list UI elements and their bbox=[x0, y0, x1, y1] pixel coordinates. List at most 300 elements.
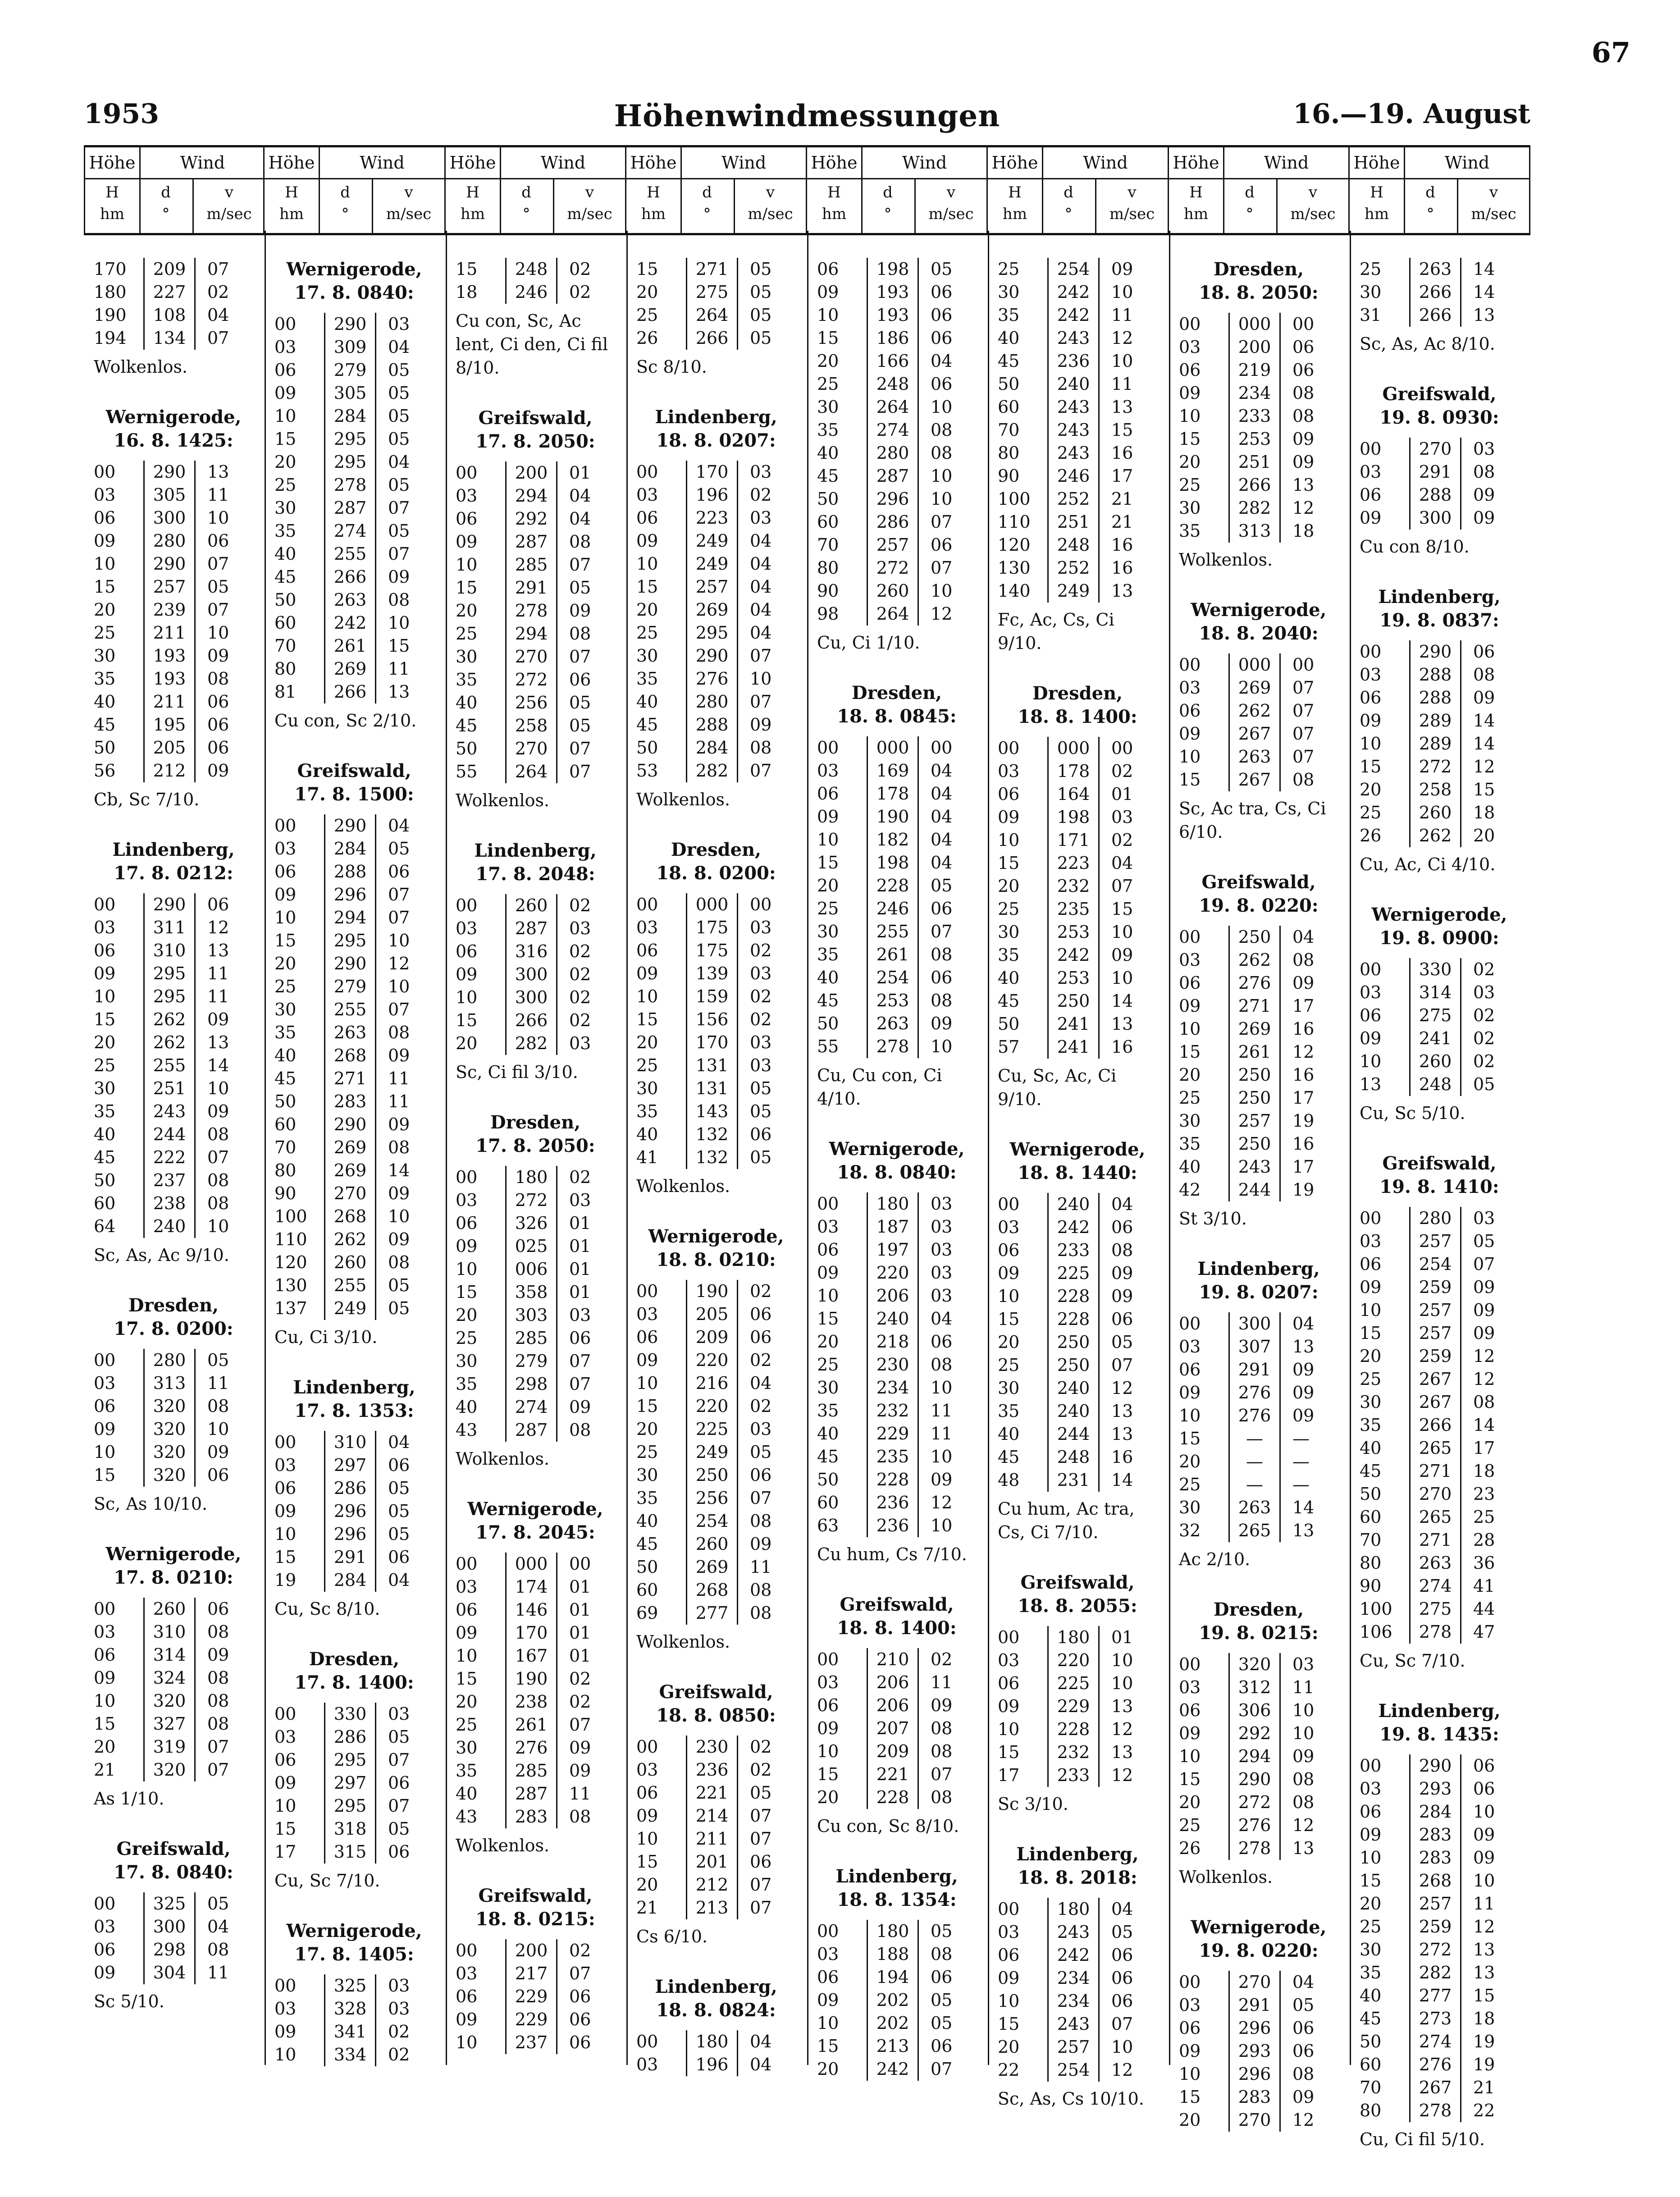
speed-cell: 06 bbox=[931, 1332, 953, 1352]
height-cell: 20 bbox=[998, 876, 1020, 896]
speed-cell: 07 bbox=[750, 692, 772, 712]
speed-cell: 05 bbox=[388, 521, 410, 541]
speed-cell: 04 bbox=[750, 577, 772, 597]
direction-cell: 196 bbox=[686, 484, 738, 507]
direction-cell: 207 bbox=[867, 1717, 919, 1740]
table-row bbox=[813, 1514, 980, 1537]
speed-cell: 09 bbox=[388, 1183, 410, 1203]
speed-cell: 10 bbox=[207, 1216, 229, 1236]
direction-cell: 244 bbox=[1047, 1423, 1100, 1446]
height-cell: 48 bbox=[998, 1470, 1020, 1490]
station-time: 18. 8. 0210: bbox=[656, 1249, 776, 1270]
cloud-note: Cu, Ci 3/10. bbox=[274, 1327, 378, 1347]
table-row bbox=[452, 1985, 619, 2008]
table-row bbox=[1356, 958, 1523, 981]
station-time: 17. 8. 0210: bbox=[114, 1567, 233, 1588]
speed-cell: 07 bbox=[1292, 724, 1315, 744]
speed-cell: 02 bbox=[750, 1737, 772, 1757]
speed-cell: 09 bbox=[931, 1014, 953, 1033]
table-row bbox=[271, 1546, 438, 1569]
speed-cell: 09 bbox=[207, 1101, 229, 1121]
speed-cell: 05 bbox=[388, 1524, 410, 1544]
speed-cell: 04 bbox=[750, 2032, 772, 2051]
direction-cell: 326 bbox=[505, 1212, 557, 1235]
station-name: Lindenberg, bbox=[1197, 1258, 1320, 1279]
direction-cell: 274 bbox=[867, 419, 919, 442]
direction-cell: 243 bbox=[1047, 419, 1100, 442]
table-row bbox=[994, 350, 1161, 373]
direction-cell: 216 bbox=[686, 1372, 738, 1395]
direction-cell: 242 bbox=[1047, 281, 1100, 304]
table-row bbox=[90, 690, 257, 713]
speed-cell: 05 bbox=[1292, 1995, 1315, 2015]
direction-cell: 257 bbox=[867, 534, 919, 557]
table-row bbox=[633, 461, 799, 484]
height-cell: 40 bbox=[274, 1046, 297, 1065]
height-cell: 30 bbox=[1179, 1111, 1201, 1131]
speed-cell: 16 bbox=[1292, 1065, 1315, 1085]
direction-cell: 223 bbox=[1047, 852, 1100, 875]
height-cell: 194 bbox=[94, 328, 127, 348]
table-row bbox=[1175, 313, 1342, 336]
table-row bbox=[813, 1192, 980, 1215]
direction-cell: 269 bbox=[1228, 1018, 1281, 1041]
direction-cell: 220 bbox=[1047, 1649, 1100, 1672]
table-row bbox=[452, 1212, 619, 1235]
cloud-note: Sc, As, Ac 8/10. bbox=[1360, 334, 1495, 354]
table-row bbox=[1175, 1768, 1342, 1791]
direction-cell: 170 bbox=[686, 1031, 738, 1054]
station-name: Greifswald, bbox=[1382, 384, 1497, 405]
station-name: Lindenberg, bbox=[293, 1377, 415, 1398]
direction-cell: 325 bbox=[324, 1974, 376, 1997]
header-rule bbox=[807, 178, 988, 179]
speed-cell: 06 bbox=[388, 862, 410, 882]
direction-cell: 254 bbox=[686, 1510, 738, 1533]
height-cell: 40 bbox=[998, 968, 1020, 988]
table-row bbox=[994, 304, 1161, 327]
table-row bbox=[633, 736, 799, 759]
table-row bbox=[994, 465, 1161, 488]
table-row bbox=[452, 1599, 619, 1621]
height-cell: 10 bbox=[1179, 747, 1201, 767]
direction-cell: 271 bbox=[686, 258, 738, 281]
direction-cell: 218 bbox=[867, 1330, 919, 1353]
header-group bbox=[84, 147, 265, 233]
speed-cell: 09 bbox=[388, 567, 410, 587]
table-row bbox=[452, 1166, 619, 1189]
table-row bbox=[633, 985, 799, 1008]
direction-cell: 000 bbox=[1228, 313, 1281, 336]
height-cell: 09 bbox=[274, 383, 297, 403]
speed-cell: 10 bbox=[388, 931, 410, 950]
table-row bbox=[452, 1667, 619, 1690]
page-number: 67 bbox=[1591, 36, 1630, 69]
table-row bbox=[994, 1308, 1161, 1331]
direction-cell: 280 bbox=[1409, 1207, 1461, 1230]
speed-cell: 03 bbox=[931, 1240, 953, 1260]
speed-cell: 01 bbox=[569, 1577, 591, 1597]
station-time: 19. 8. 0837: bbox=[1379, 610, 1499, 631]
height-cell: 20 bbox=[1360, 780, 1382, 799]
speed-cell: 01 bbox=[569, 1213, 591, 1233]
cloud-note: Cb, Sc 7/10. bbox=[94, 790, 200, 809]
station-time: 17. 8. 1400: bbox=[294, 1672, 414, 1693]
direction-cell: 283 bbox=[1409, 1846, 1461, 1869]
direction-cell: 228 bbox=[1047, 1285, 1100, 1308]
table-row bbox=[633, 258, 799, 281]
height-cell: 30 bbox=[1360, 1392, 1382, 1412]
table-row bbox=[452, 1258, 619, 1281]
direction-cell: 257 bbox=[1409, 1299, 1461, 1322]
direction-cell: 236 bbox=[1047, 350, 1100, 373]
speed-cell: 04 bbox=[207, 1917, 229, 1937]
table-row bbox=[994, 783, 1161, 806]
table-row bbox=[1356, 1345, 1523, 1368]
direction-cell: 249 bbox=[686, 530, 738, 553]
speed-cell: 06 bbox=[931, 328, 953, 348]
height-cell: 15 bbox=[817, 853, 839, 872]
direction-cell: 304 bbox=[143, 1961, 196, 1984]
height-cell: 09 bbox=[456, 2010, 478, 2029]
direction-cell: 295 bbox=[143, 985, 196, 1008]
speed-cell: 06 bbox=[207, 1465, 229, 1485]
speed-cell: 21 bbox=[1111, 512, 1133, 532]
direction-cell: 225 bbox=[1047, 1672, 1100, 1695]
height-cell: 09 bbox=[94, 1963, 116, 1982]
height-cell: 40 bbox=[817, 968, 839, 987]
table-row bbox=[994, 511, 1161, 534]
speed-cell: 07 bbox=[750, 1806, 772, 1826]
direction-cell: 278 bbox=[1409, 1621, 1461, 1644]
direction-cell: 283 bbox=[324, 1090, 376, 1113]
table-row bbox=[1356, 640, 1523, 663]
table-row bbox=[994, 2059, 1161, 2082]
height-cell: 42 bbox=[1179, 1180, 1201, 1200]
column-separator bbox=[1350, 231, 1351, 2065]
speed-cell: 05 bbox=[1111, 1332, 1133, 1352]
speed-cell: 10 bbox=[931, 1516, 953, 1535]
direction-cell: 243 bbox=[143, 1100, 196, 1123]
height-cell: 45 bbox=[456, 716, 478, 735]
table-row bbox=[633, 1441, 799, 1464]
table-row bbox=[633, 1759, 799, 1781]
height-cell: 30 bbox=[1179, 498, 1201, 518]
speed-cell: 12 bbox=[1473, 1917, 1495, 1937]
speed-cell: 02 bbox=[569, 987, 591, 1007]
direction-cell: 180 bbox=[505, 1166, 557, 1189]
speed-cell: 07 bbox=[931, 1764, 953, 1784]
speed-cell: 05 bbox=[750, 1078, 772, 1098]
height-cell: 03 bbox=[636, 1760, 658, 1780]
direction-cell: 314 bbox=[1409, 981, 1461, 1004]
header-msec: m/sec bbox=[206, 205, 252, 223]
speed-cell: 17 bbox=[1111, 466, 1133, 486]
table-row bbox=[813, 2012, 980, 2035]
height-cell: 00 bbox=[1179, 1654, 1201, 1674]
column-separator bbox=[988, 231, 989, 2065]
speed-cell: 13 bbox=[1111, 1696, 1133, 1716]
direction-cell: 260 bbox=[1409, 1050, 1461, 1073]
direction-cell: 209 bbox=[867, 1740, 919, 1763]
height-cell: 15 bbox=[1179, 770, 1201, 790]
speed-cell: 01 bbox=[569, 1236, 591, 1256]
height-cell: 15 bbox=[1179, 1042, 1201, 1062]
speed-cell: 02 bbox=[388, 2045, 410, 2065]
table-row bbox=[90, 507, 257, 530]
speed-cell: 08 bbox=[388, 590, 410, 610]
speed-cell: 09 bbox=[1292, 429, 1315, 449]
table-row bbox=[271, 1274, 438, 1297]
table-row bbox=[1175, 1312, 1342, 1335]
height-cell: 41 bbox=[636, 1147, 658, 1167]
direction-cell: 261 bbox=[867, 943, 919, 966]
direction-cell: 146 bbox=[505, 1599, 557, 1621]
direction-cell: 290 bbox=[1409, 1754, 1461, 1777]
height-cell: 03 bbox=[1179, 337, 1201, 357]
table-row bbox=[90, 327, 257, 350]
height-cell: 06 bbox=[1179, 1360, 1201, 1379]
height-cell: 03 bbox=[94, 918, 116, 937]
header-rule bbox=[914, 179, 916, 233]
table-row bbox=[271, 405, 438, 428]
speed-cell: 05 bbox=[931, 876, 953, 895]
direction-cell: 246 bbox=[1047, 465, 1100, 488]
table-row bbox=[813, 350, 980, 373]
station-time: 17. 8. 0200: bbox=[114, 1318, 233, 1339]
direction-cell: 139 bbox=[686, 962, 738, 985]
height-cell: 110 bbox=[274, 1229, 307, 1249]
height-cell: 140 bbox=[998, 581, 1031, 601]
table-row bbox=[1356, 1506, 1523, 1529]
height-cell: 53 bbox=[636, 761, 658, 781]
speed-cell: 05 bbox=[207, 1350, 229, 1370]
height-cell: 09 bbox=[817, 1263, 839, 1283]
direction-cell: 143 bbox=[686, 1100, 738, 1123]
direction-cell: 201 bbox=[686, 1850, 738, 1873]
direction-cell: 249 bbox=[324, 1297, 376, 1320]
station-name: Wernigerode, bbox=[1191, 599, 1327, 621]
direction-cell: 241 bbox=[1047, 1036, 1100, 1059]
direction-cell: 256 bbox=[686, 1487, 738, 1510]
direction-cell: 290 bbox=[1409, 640, 1461, 663]
direction-cell: 270 bbox=[1409, 1483, 1461, 1506]
cloud-note: Cu, Sc 7/10. bbox=[1360, 1651, 1465, 1671]
table-row bbox=[271, 359, 438, 382]
table-row bbox=[271, 1726, 438, 1749]
height-cell: 15 bbox=[274, 429, 297, 449]
height-cell: 20 bbox=[817, 351, 839, 371]
header-deg: ° bbox=[884, 205, 892, 223]
direction-cell: 280 bbox=[143, 1349, 196, 1372]
table-row bbox=[271, 1251, 438, 1274]
table-row bbox=[994, 2013, 1161, 2036]
header-hm: hm bbox=[1002, 205, 1027, 223]
direction-cell: 264 bbox=[686, 304, 738, 327]
cloud-note: Cu, Cu con, Ci 4/10. bbox=[817, 1065, 942, 1109]
table-row bbox=[90, 1008, 257, 1031]
speed-cell: 01 bbox=[569, 1646, 591, 1666]
table-row bbox=[813, 1468, 980, 1491]
direction-cell: 269 bbox=[324, 1136, 376, 1159]
direction-cell: 243 bbox=[1047, 1921, 1100, 1944]
speed-cell: 07 bbox=[931, 922, 953, 941]
speed-cell: 06 bbox=[931, 374, 953, 394]
direction-cell: 000 bbox=[867, 736, 919, 759]
speed-cell: 15 bbox=[388, 636, 410, 656]
height-cell: 06 bbox=[94, 508, 116, 528]
speed-cell: 02 bbox=[569, 259, 591, 279]
direction-cell: 320 bbox=[1228, 1653, 1281, 1676]
direction-cell: 269 bbox=[324, 1159, 376, 1182]
height-cell: 45 bbox=[1360, 2009, 1382, 2028]
header-group bbox=[626, 147, 807, 233]
table-row bbox=[813, 419, 980, 442]
table-row bbox=[633, 1533, 799, 1556]
direction-cell: 249 bbox=[686, 1441, 738, 1464]
direction-cell: 283 bbox=[1228, 2086, 1281, 2109]
table-row bbox=[813, 1399, 980, 1422]
speed-cell: 02 bbox=[569, 1941, 591, 1960]
speed-cell: 02 bbox=[1473, 959, 1495, 979]
direction-cell: 334 bbox=[324, 2043, 376, 2066]
height-cell: 45 bbox=[274, 1069, 297, 1088]
height-cell: 25 bbox=[94, 623, 116, 643]
speed-cell: 07 bbox=[1473, 1254, 1495, 1274]
cloud-note: Wolkenlos. bbox=[1179, 550, 1273, 570]
speed-cell: 02 bbox=[569, 1692, 591, 1712]
speed-cell: 08 bbox=[931, 945, 953, 964]
header-group bbox=[1350, 147, 1530, 233]
speed-cell: 08 bbox=[207, 1396, 229, 1416]
table-row bbox=[90, 1077, 257, 1100]
height-cell: 10 bbox=[636, 1373, 658, 1393]
height-cell: 03 bbox=[636, 918, 658, 937]
table-row bbox=[271, 952, 438, 975]
height-cell: 09 bbox=[817, 282, 839, 302]
table-row bbox=[1175, 1404, 1342, 1427]
direction-cell: 202 bbox=[867, 2012, 919, 2035]
table-row bbox=[994, 1695, 1161, 1718]
speed-cell: 05 bbox=[388, 1727, 410, 1747]
direction-cell: 170 bbox=[505, 1621, 557, 1644]
height-cell: 15 bbox=[274, 1547, 297, 1567]
speed-cell: 03 bbox=[1473, 1208, 1495, 1228]
direction-cell: 324 bbox=[143, 1667, 196, 1690]
table-row bbox=[1356, 1483, 1523, 1506]
table-row bbox=[1356, 1598, 1523, 1621]
direction-cell: 325 bbox=[143, 1892, 196, 1915]
table-row bbox=[90, 1759, 257, 1781]
speed-cell: 07 bbox=[569, 1964, 591, 1983]
direction-cell: 288 bbox=[1409, 663, 1461, 686]
table-row bbox=[271, 1772, 438, 1795]
height-cell: 00 bbox=[94, 1894, 116, 1914]
speed-cell: 06 bbox=[1111, 1217, 1133, 1237]
speed-cell: 08 bbox=[931, 1741, 953, 1761]
station-time: 17. 8. 1353: bbox=[294, 1400, 414, 1421]
speed-cell: 10 bbox=[1292, 1700, 1315, 1720]
direction-cell: 205 bbox=[686, 1303, 738, 1326]
height-cell: 10 bbox=[456, 1646, 478, 1666]
direction-cell: 254 bbox=[1047, 2059, 1100, 2082]
direction-cell: 230 bbox=[867, 1353, 919, 1376]
height-cell: 00 bbox=[1179, 314, 1201, 334]
height-cell: 15 bbox=[456, 1010, 478, 1030]
station-name: Dresden, bbox=[851, 682, 942, 703]
direction-cell: 277 bbox=[686, 1602, 738, 1625]
direction-cell: 228 bbox=[1047, 1308, 1100, 1331]
direction-cell: 263 bbox=[1228, 1496, 1281, 1519]
speed-cell: 06 bbox=[569, 670, 591, 690]
direction-cell: 269 bbox=[324, 658, 376, 681]
header-wind: Wind bbox=[1444, 153, 1490, 173]
speed-cell: 09 bbox=[1473, 1277, 1495, 1297]
speed-cell: 02 bbox=[207, 282, 229, 302]
direction-cell: 255 bbox=[324, 543, 376, 566]
speed-cell: 07 bbox=[1111, 2014, 1133, 2034]
speed-cell: 06 bbox=[931, 899, 953, 918]
table-row bbox=[994, 1377, 1161, 1400]
speed-cell: 08 bbox=[569, 1807, 591, 1827]
speed-cell: 05 bbox=[750, 328, 772, 348]
direction-cell: 250 bbox=[1228, 1087, 1281, 1110]
direction-cell: 236 bbox=[867, 1514, 919, 1537]
height-cell: 10 bbox=[1179, 2064, 1201, 2084]
height-cell: 35 bbox=[1179, 1134, 1201, 1154]
height-cell: 15 bbox=[456, 578, 478, 598]
speed-cell: 18 bbox=[1292, 521, 1315, 541]
direction-cell: 270 bbox=[505, 645, 557, 668]
table-row bbox=[452, 1281, 619, 1304]
speed-cell: 05 bbox=[388, 1478, 410, 1498]
direction-cell: 280 bbox=[686, 690, 738, 713]
direction-cell: 261 bbox=[1228, 1041, 1281, 1064]
table-row bbox=[813, 1035, 980, 1058]
height-cell: 50 bbox=[998, 374, 1020, 394]
height-cell: 19 bbox=[274, 1570, 297, 1590]
direction-cell: 288 bbox=[1409, 686, 1461, 709]
speed-cell: 16 bbox=[1111, 443, 1133, 463]
direction-cell: 272 bbox=[505, 1189, 557, 1212]
table-row bbox=[1356, 1777, 1523, 1800]
direction-cell: 198 bbox=[867, 258, 919, 281]
height-cell: 15 bbox=[1179, 429, 1201, 449]
height-cell: 30 bbox=[456, 1738, 478, 1758]
height-cell: 25 bbox=[456, 1715, 478, 1735]
direction-cell: 248 bbox=[867, 373, 919, 396]
speed-cell: 11 bbox=[1292, 1677, 1315, 1697]
cloud-note: Wolkenlos. bbox=[456, 790, 550, 810]
height-cell: 10 bbox=[1360, 1051, 1382, 1071]
table-row bbox=[994, 373, 1161, 396]
table-row bbox=[1175, 451, 1342, 474]
header-hoehe: Höhe bbox=[268, 153, 315, 173]
header-msec: m/sec bbox=[386, 205, 432, 223]
direction-cell: 285 bbox=[505, 553, 557, 576]
year: 1953 bbox=[84, 98, 159, 130]
height-cell: 03 bbox=[817, 1944, 839, 1964]
table-row bbox=[1175, 1087, 1342, 1110]
table-row bbox=[813, 1920, 980, 1943]
speed-cell: 07 bbox=[207, 600, 229, 620]
height-cell: 09 bbox=[274, 1501, 297, 1521]
direction-cell: 231 bbox=[1047, 1469, 1100, 1492]
direction-cell: 270 bbox=[324, 1182, 376, 1205]
height-cell: 25 bbox=[817, 899, 839, 918]
table-row bbox=[271, 1297, 438, 1320]
station-time: 19. 8. 0220: bbox=[1199, 895, 1319, 916]
